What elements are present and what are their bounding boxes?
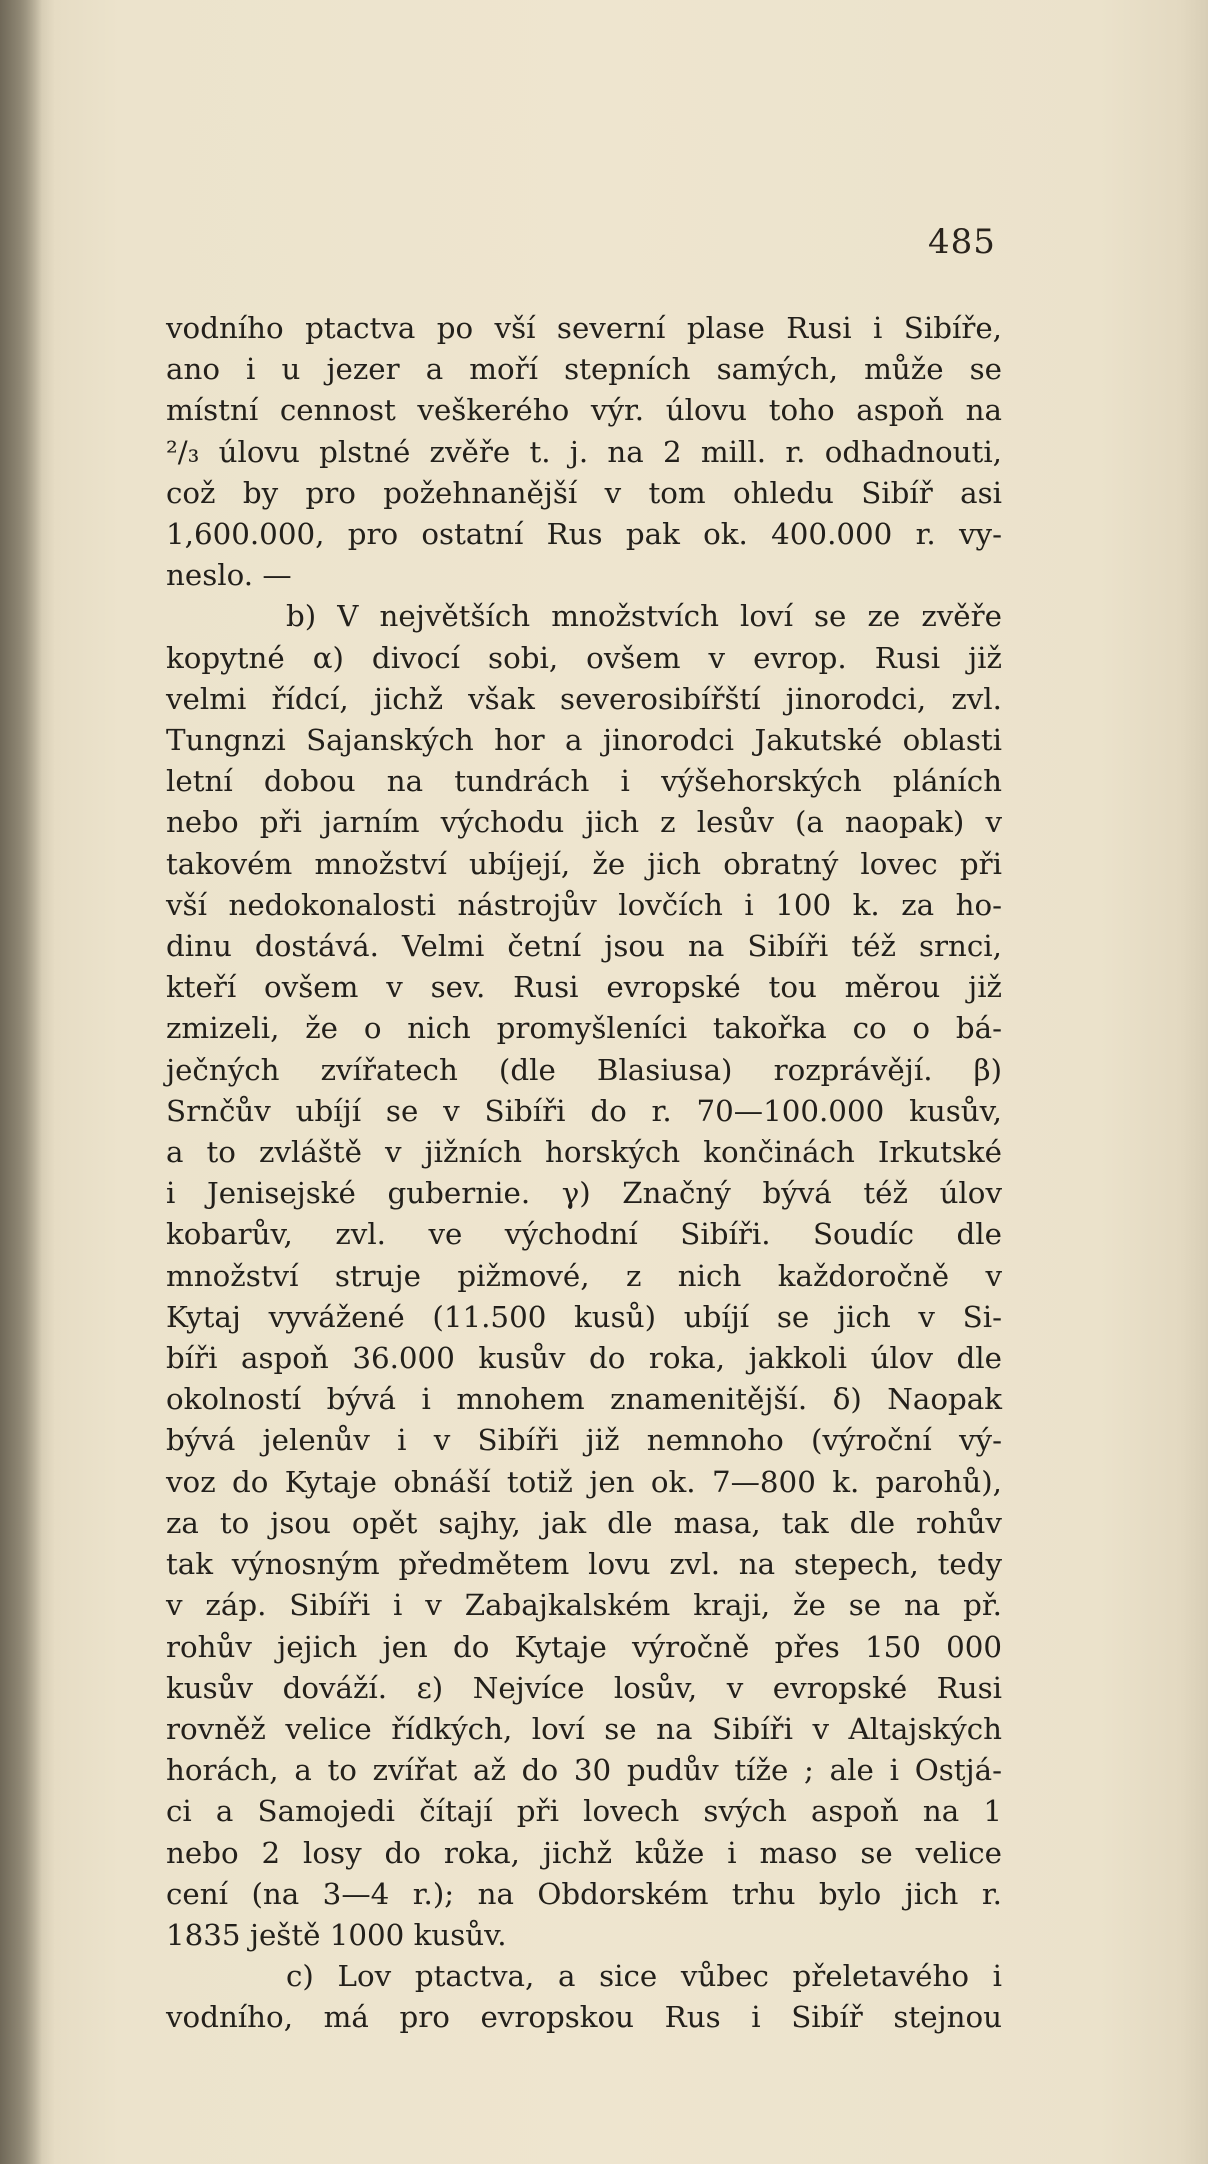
text-line: takovém množství ubíjejí, že jich obratný lovec při (166, 846, 1002, 881)
text-line: ano i u jezer a moří stepních samých, může se (166, 352, 1002, 387)
text-line: dinu dostává. Velmi četní jsou na Sibíři též srnci, (166, 929, 1002, 964)
text-line: bíři aspoň 36.000 kusův do roka, jakkoli úlov dle (166, 1341, 1002, 1376)
text-line: letní dobou na tundrách i výšehorských pláních (166, 764, 1002, 799)
text-line: bývá jelenův i v Sibíři již nemnoho (výroční vý- (166, 1423, 1002, 1458)
text-line: tak výnosným předmětem lovu zvl. na stepech, tedy (166, 1547, 1002, 1582)
text-line: v záp. Sibíři i v Zabajkalském kraji, že se na př. (166, 1588, 1002, 1623)
text-line: ci a Samojedi čítají při lovech svých aspoň na 1 (166, 1794, 1002, 1829)
text-line: za to jsou opět sajhy, jak dle masa, tak dle rohův (166, 1505, 1002, 1540)
body-text (166, 308, 1002, 2039)
text-line: cení (na 3—4 r.); na Obdorském trhu bylo jich r. (166, 1876, 1002, 1911)
text-line: místní cennost veškerého výr. úlovu toho aspoň na (166, 393, 1002, 428)
text-line: okolností bývá i mnohem znamenitější. δ) Naopak (166, 1382, 1002, 1417)
text-line: nebo 2 losy do roka, jichž kůže i maso se velice (166, 1835, 1002, 1870)
text-line: rovněž velice řídkých, loví se na Sibíři v Altajských (166, 1711, 1002, 1746)
text-line: kobarův, zvl. ve východní Sibíři. Soudíc dle (166, 1217, 1002, 1252)
text-line: kopytné α) divocí sobi, ovšem v evrop. Rusi již (166, 640, 1002, 675)
text-line: horách, a to zvířat až do 30 pudův tíže ; ale i Ostjá- (166, 1753, 1002, 1788)
text-line: Tungnzi Sajanských hor a jinorodci Jakutské oblasti (166, 723, 1002, 758)
text-line: b) V největších množstvích loví se ze zvěře (286, 599, 1002, 634)
text-line: voz do Kytaje obnáší totiž jen ok. 7—800 k. parohů), (166, 1464, 1002, 1499)
text-line: i Jenisejské gubernie. γ) Značný bývá též úlov (166, 1176, 1002, 1211)
text-line: ječných zvířatech (dle Blasiusa) rozprávějí. β) (166, 1052, 1002, 1087)
text-line: Kytaj vyvážené (11.500 kusů) ubíjí se jich v Si- (166, 1299, 1002, 1334)
book-spine-shadow (0, 0, 42, 2164)
text-line: vodního, má pro evropskou Rus i Sibíř stejnou (166, 2000, 1002, 2035)
text-line: kusův dováží. ε) Nejvíce losův, v evropské Rusi (166, 1670, 1002, 1705)
text-line: zmizeli, že o nich promyšleníci takořka co o bá- (166, 1011, 1002, 1046)
text-line: nebo při jarním východu jich z lesův (a naopak) v (166, 805, 1002, 840)
text-line: což by pro požehnanější v tom ohledu Sibíř asi (166, 475, 1002, 510)
text-line: velmi řídcí, jichž však severosibířští jinorodci, zvl. (166, 681, 1002, 716)
text-line: vodního ptactva po vší severní plase Rusi i Sibíře, (166, 311, 1002, 345)
text-line: rohův jejich jen do Kytaje výročně přes 150 000 (166, 1629, 1002, 1664)
text-line: kteří ovšem v sev. Rusi evropské tou měrou již (166, 970, 1002, 1005)
text-line: množství struje pižmové, z nich každoročně v (166, 1258, 1002, 1293)
page-number: 485 (928, 222, 996, 262)
text-line: 1,600.000, pro ostatní Rus pak ok. 400.000 r. vy- (166, 517, 1002, 552)
text-line: Srnčův ubíjí se v Sibíři do r. 70—100.000 kusův, (166, 1093, 1002, 1128)
text-line: 1835 ještě 1000 kusův. (166, 1917, 507, 1952)
text-line: ²/₃ úlovu plstné zvěře t. j. na 2 mill. r. odhadnouti, (166, 434, 1002, 469)
text-line: a to zvláště v jižních horských končinách Irkutské (166, 1135, 1002, 1170)
text-line: neslo. — (166, 558, 292, 593)
text-line: vší nedokonalosti nástrojův lovčích i 100 k. za ho- (166, 887, 1002, 922)
text-line: c) Lov ptactva, a sice vůbec přeletavého i (286, 1959, 1002, 1994)
